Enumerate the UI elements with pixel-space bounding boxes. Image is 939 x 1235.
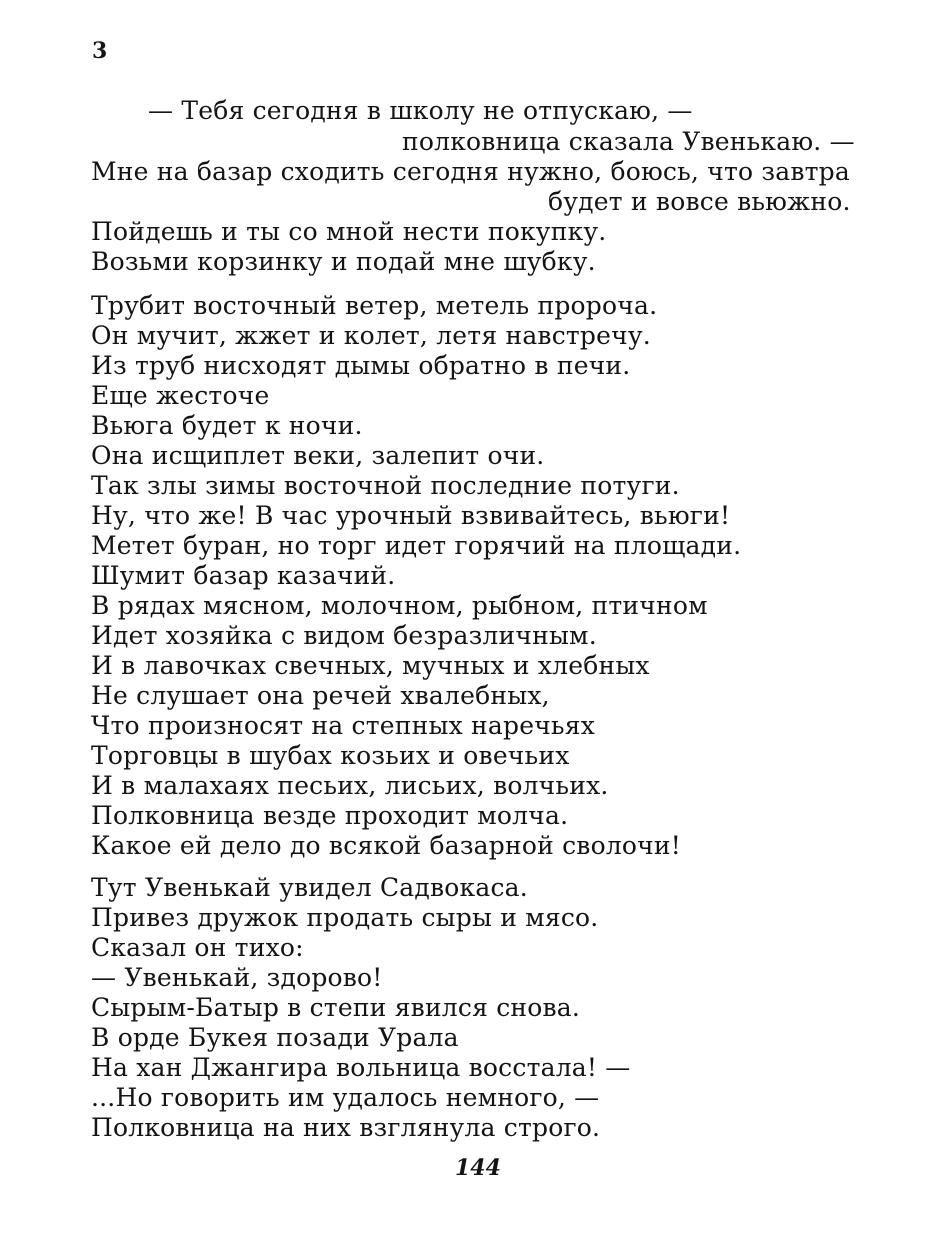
poem-line: Торговцы в шубах козьих и овечьих (91, 741, 570, 770)
poem-line: Возьми корзинку и подай мне шубку. (91, 247, 596, 276)
poem-line: Полковница везде проходит молча. (91, 801, 569, 830)
poem-line: полковница сказала Увенькаю. — (402, 127, 855, 156)
poem-line: ...Но говорить им удалось немного, — (91, 1083, 600, 1112)
poem-line: Сказал он тихо: (91, 933, 304, 962)
poem-line: Что произносят на степных наречьях (91, 711, 596, 740)
poem-line: Метет буран, но торг идет горячий на площади. (91, 531, 742, 560)
page-corner-mark: 3 (92, 38, 108, 64)
poem-line: Идет хозяйка с видом безразличным. (91, 621, 597, 650)
poem-line: Шумит базар казачий. (91, 561, 396, 590)
poem-line: — Увенькай, здорово! (91, 963, 383, 992)
poem-line: будет и вовсе вьюжно. (548, 187, 851, 216)
poem-line: — Тебя сегодня в школу не отпускаю, — (148, 96, 693, 125)
poem-line: Вьюга будет к ночи. (91, 411, 363, 440)
poem-line: В рядах мясном, молочном, рыбном, птичном (91, 591, 708, 620)
poem-line: Трубит восточный ветер, метель пророча. (91, 291, 658, 320)
poem-line: Из труб нисходят дымы обратно в печи. (91, 351, 631, 380)
poem-line: Еще жесточе (91, 381, 270, 410)
poem-line: Она исщиплет веки, залепит очи. (91, 441, 545, 470)
poem-line: И в лавочках свечных, мучных и хлебных (91, 651, 650, 680)
poem-line: Полковница на них взглянула строго. (91, 1113, 601, 1142)
poem-line: Сырым-Батыр в степи явился снова. (91, 993, 581, 1022)
poem-line: Привез дружок продать сыры и мясо. (91, 903, 599, 932)
poem-line: Он мучит, жжет и колет, летя навстречу. (91, 321, 651, 350)
poem-line: Не слушает она речей хвалебных, (91, 681, 550, 710)
poem-line: Ну, что же! В час урочный взвивайтесь, вьюги! (91, 501, 731, 530)
poem-line: Какое ей дело до всякой базарной сволочи! (91, 831, 681, 860)
poem-line: Мне на базар сходить сегодня нужно, боюсь, что завтра (91, 157, 850, 186)
poem-line: На хан Джангира вольница восстала! — (91, 1053, 631, 1082)
poem-line: В орде Букея позади Урала (91, 1023, 459, 1052)
poem-line: Пойдешь и ты со мной нести покупку. (91, 217, 607, 246)
poem-line: Тут Увенькай увидел Садвокаса. (91, 873, 528, 902)
poem-line: И в малахаях песьих, лисьих, волчьих. (91, 771, 609, 800)
page-number: 144 (455, 1155, 501, 1181)
poem-line: Так злы зимы восточной последние потуги. (91, 471, 680, 500)
